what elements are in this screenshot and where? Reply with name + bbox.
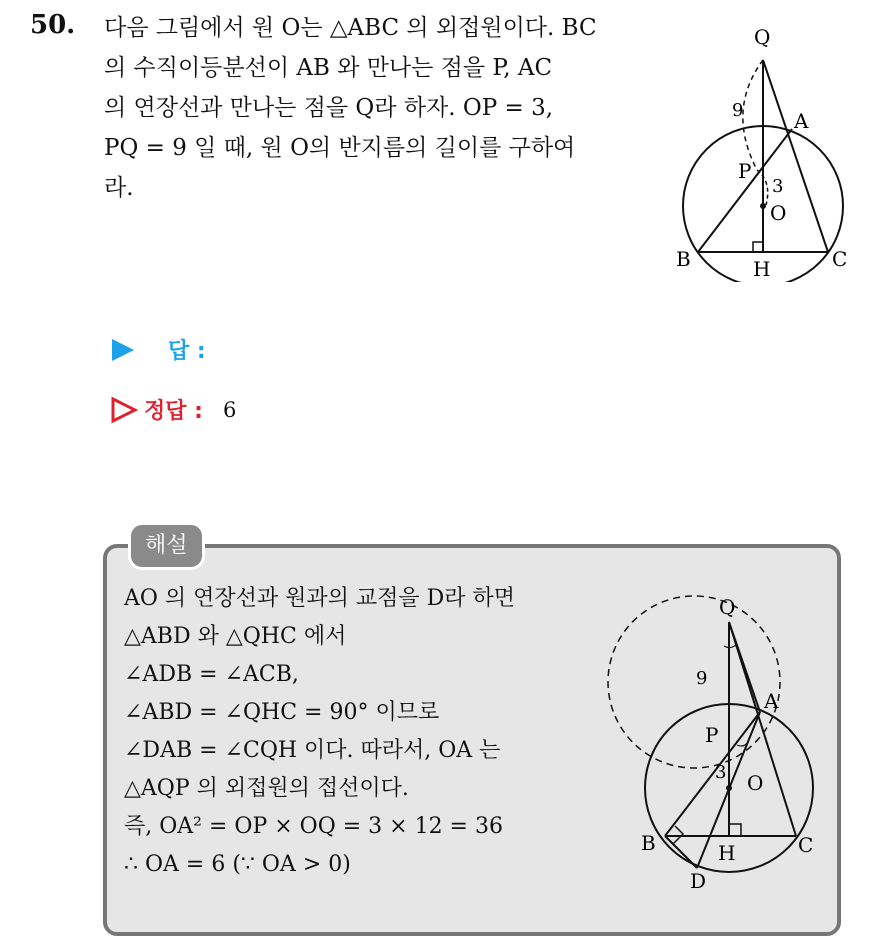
problem-line-1: 다음 그림에서 원 O는 △ABC 의 외접원이다. BC xyxy=(104,15,597,41)
center-dot xyxy=(726,785,732,791)
correct-answer-row xyxy=(110,394,236,425)
label-O: O xyxy=(770,201,787,225)
solution-line-8: ∴ OA = 6 (∵ OA > 0) xyxy=(124,852,351,877)
label-A: A xyxy=(764,689,779,713)
problem-figure xyxy=(660,12,860,282)
length-OP: 3 xyxy=(715,762,727,783)
solution-tab: 해설 xyxy=(128,522,205,570)
segment-BD xyxy=(665,836,697,868)
center-dot xyxy=(760,203,766,209)
length-PQ: 9 xyxy=(696,668,708,689)
label-A: A xyxy=(794,109,809,133)
label-C: C xyxy=(832,247,848,271)
solution-text xyxy=(124,580,594,884)
correct-answer-value: 6 xyxy=(222,397,237,422)
correct-answer-label: 정답 : xyxy=(144,399,203,424)
arc-PQ xyxy=(743,60,763,170)
length-OP: 3 xyxy=(772,176,784,197)
label-P: P xyxy=(705,723,719,747)
solution-line-1: AO 의 연장선과 원과의 교점을 D라 하면 xyxy=(124,586,516,611)
segment-QA xyxy=(729,622,760,712)
label-H: H xyxy=(753,257,771,281)
solution-line-6: △AQP 의 외접원의 접선이다. xyxy=(124,776,409,801)
solution-line-5: ∠DAB = ∠CQH 이다. 따라서, OA 는 xyxy=(124,738,501,763)
play-triangle-icon xyxy=(110,337,136,363)
label-C: C xyxy=(798,833,814,857)
length-PQ: 9 xyxy=(732,100,744,121)
problem-text xyxy=(104,8,649,208)
label-B: B xyxy=(641,831,656,855)
label-H: H xyxy=(718,841,736,865)
right-angle-mark-H xyxy=(729,824,741,836)
problem-line-4: PQ = 9 일 때, 원 O의 반지름의 길이를 구하여 xyxy=(104,135,576,161)
right-angle-mark xyxy=(753,242,763,252)
label-O: O xyxy=(747,771,764,795)
outline-triangle-icon xyxy=(110,396,138,424)
circle-AQP xyxy=(608,596,780,768)
label-B: B xyxy=(676,247,691,271)
problem-number: 50. xyxy=(30,10,76,40)
solution-line-7: 즉, OA² = OP × OQ = 3 × 12 = 36 xyxy=(124,814,503,839)
problem-line-3: 의 연장선과 만나는 점을 Q라 하자. OP = 3, xyxy=(104,95,554,121)
label-P: P xyxy=(738,159,752,183)
answer-label: 답 : xyxy=(168,339,206,364)
solution-figure xyxy=(598,590,838,895)
label-D: D xyxy=(690,869,707,893)
solution-line-4: ∠ABD = ∠QHC = 90° 이므로 xyxy=(124,700,440,725)
problem-line-5: 라. xyxy=(104,175,134,201)
problem-line-2: 의 수직이등분선이 AB 와 만나는 점을 P, AC xyxy=(104,55,553,81)
answer-row xyxy=(110,334,206,365)
label-Q: Q xyxy=(719,595,736,619)
solution-line-3: ∠ADB = ∠ACB, xyxy=(124,662,299,687)
solution-line-2: △ABD 와 △QHC 에서 xyxy=(124,624,347,649)
label-Q: Q xyxy=(754,25,771,49)
